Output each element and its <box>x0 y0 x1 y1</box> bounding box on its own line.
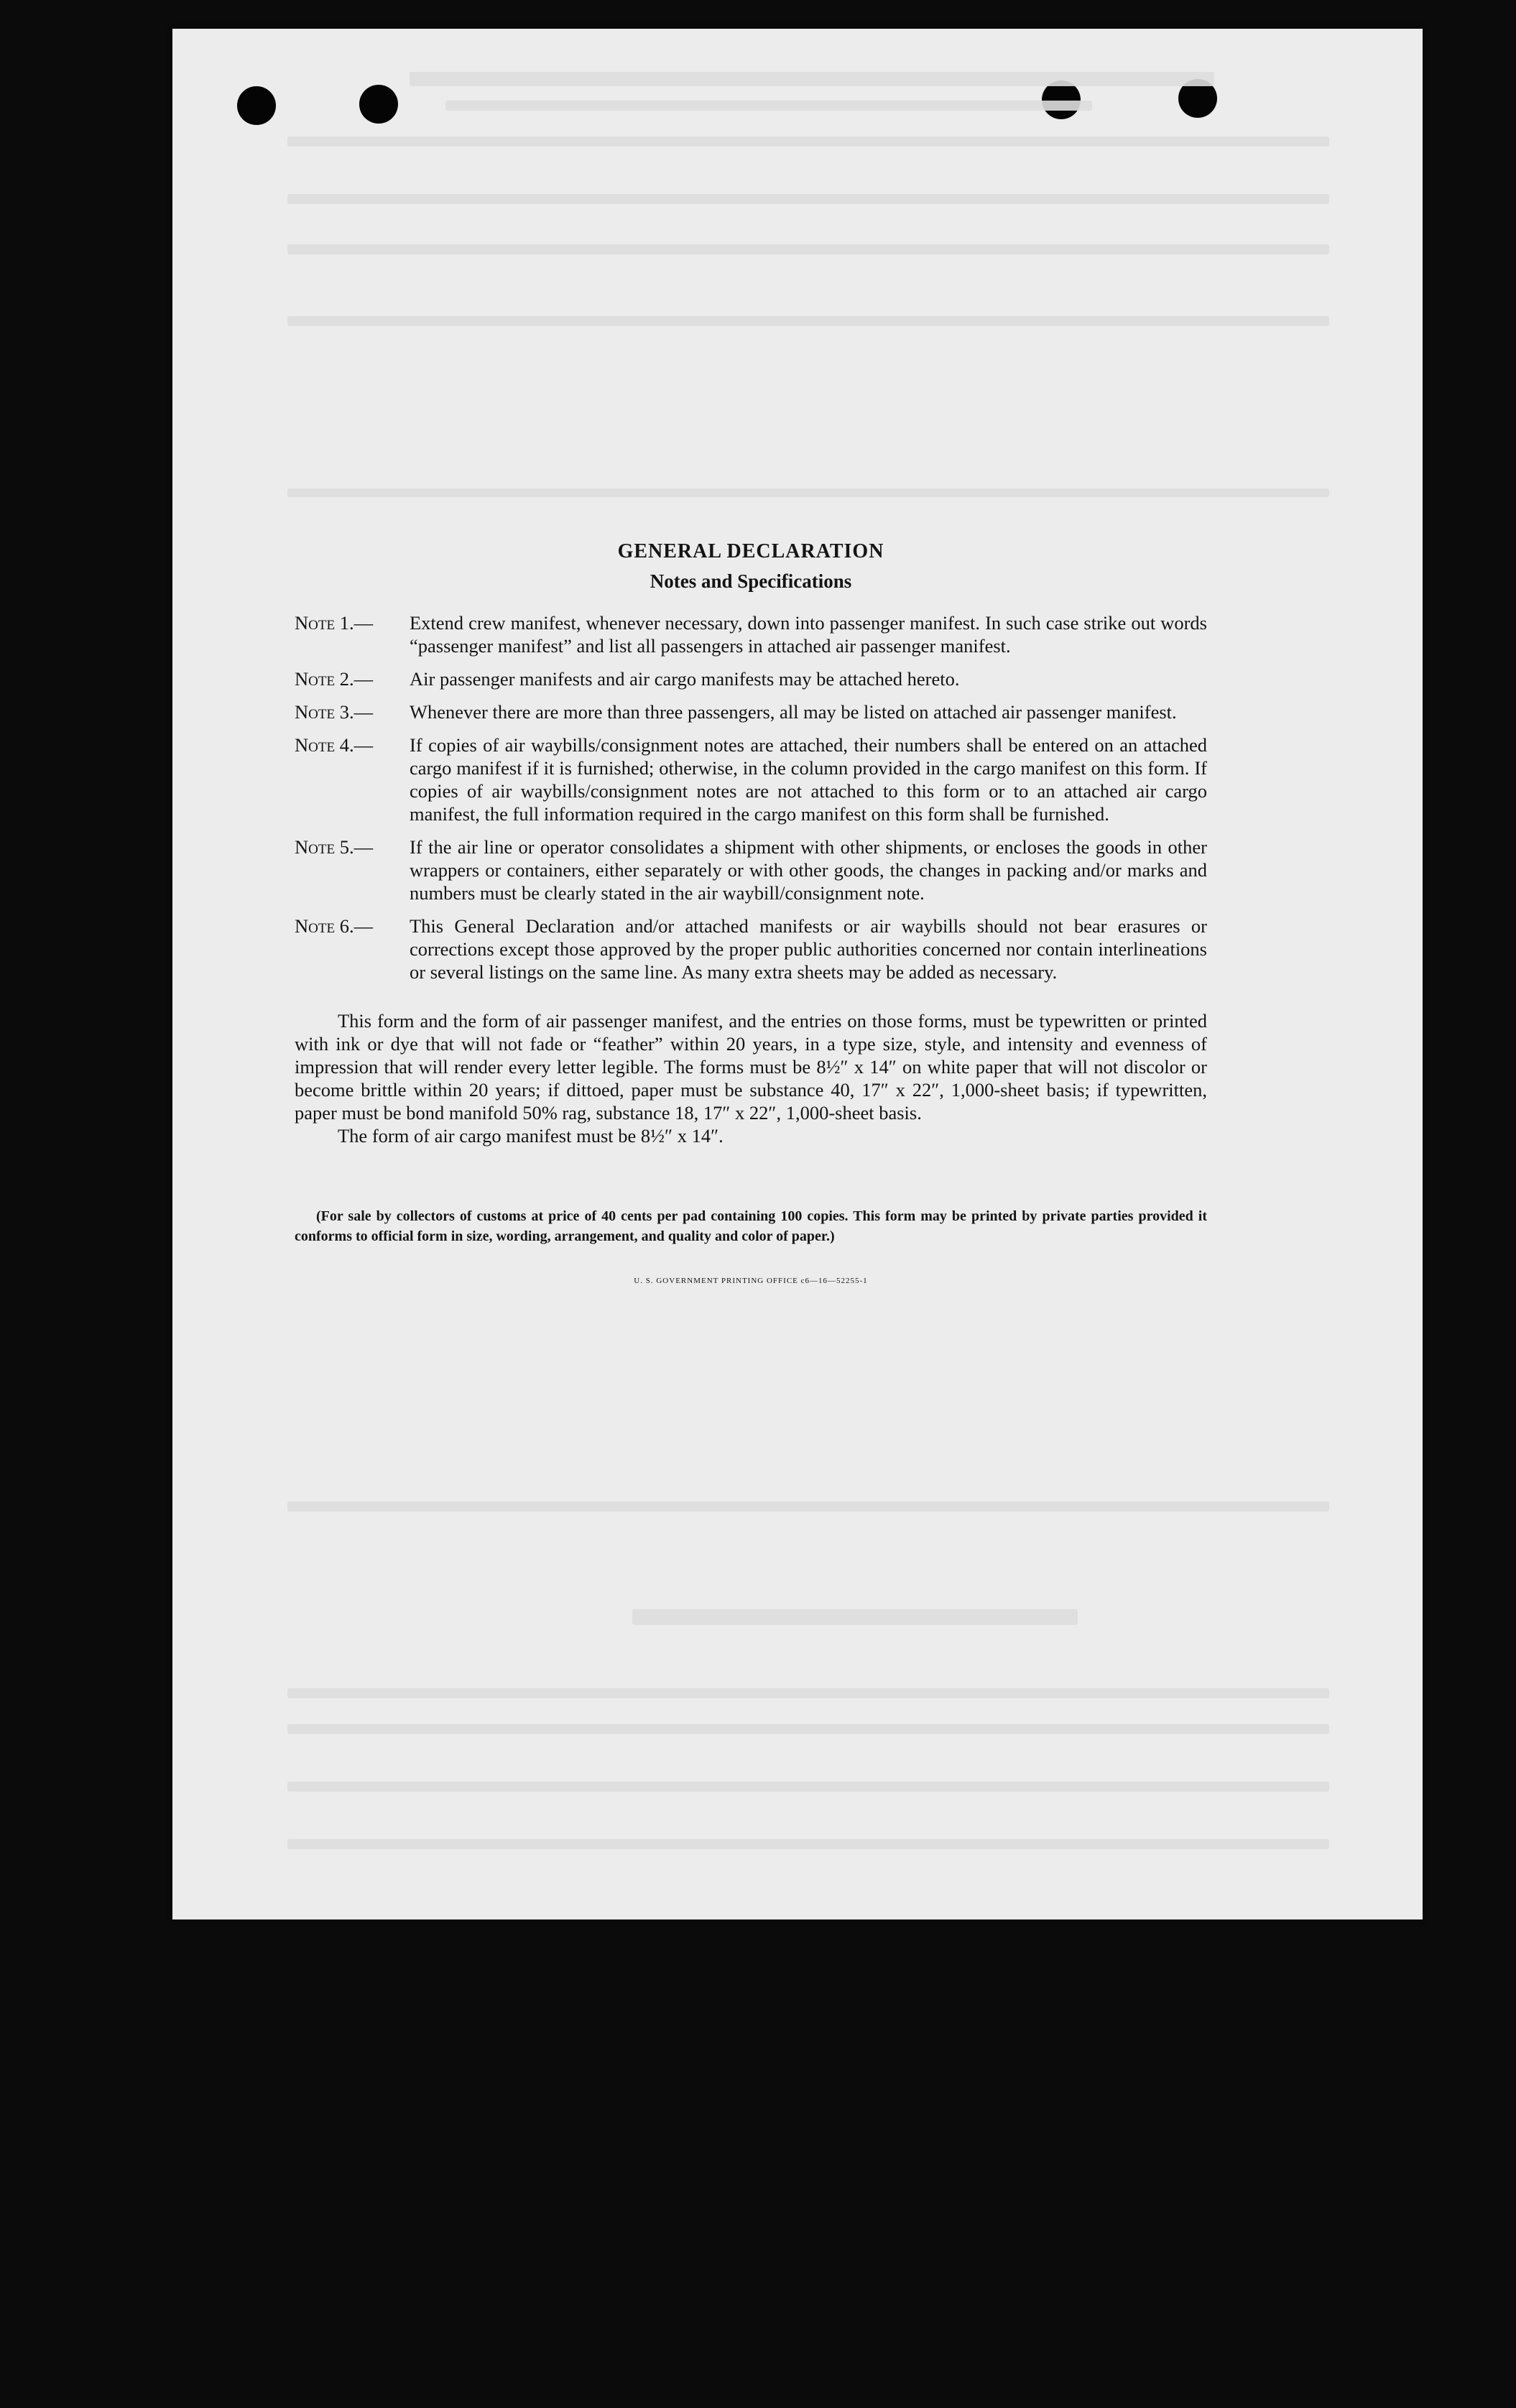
note-label: Note 1.— <box>295 612 374 634</box>
bleed-through <box>410 72 1214 86</box>
cargo-manifest-size: The form of air cargo manifest must be 8½″ x 14″. <box>338 1125 724 1147</box>
bleed-through <box>445 101 1092 111</box>
printer-line: U. S. GOVERNMENT PRINTING OFFICE c6—16—52255-1 <box>634 1277 868 1285</box>
note-text: Air passenger manifests and air cargo manifests may be attached hereto. <box>410 668 960 690</box>
note-text: If the air line or operator consolidates a shipment with other shipments, or encloses the goods in other wrappers or containers, either separately or with other goods, the changes in packing and/or marks and numbers must be clearly stated in the air waybill/consignment note. <box>410 836 1207 904</box>
note-text: If copies of air waybills/consignment notes are attached, their numbers shall be entered on an attached cargo manifest if it is furnished; otherwise, in the column provided in the cargo manifest on this form. If copies of air waybills/consignment notes are not attached to this form or to an attached air cargo manifest, the full information required in the cargo manifest on this form shall be furnished. <box>410 734 1207 825</box>
bleed-through <box>287 136 1329 147</box>
note-label: Note 4.— <box>295 734 374 756</box>
document-body <box>295 540 1207 1285</box>
bleed-through <box>287 1782 1329 1792</box>
sale-note: (For sale by collectors of customs at price of 40 cents per pad containing 100 copies. This form may be printed by private parties provided it conforms to official form in size, wording, arrangement, and quality and color of paper.) <box>295 1208 1207 1244</box>
note-1 <box>295 611 1207 657</box>
bleed-through <box>287 1724 1329 1734</box>
document-title: GENERAL DECLARATION <box>617 540 884 562</box>
note-6 <box>295 914 1207 983</box>
note-text: This General Declaration and/or attached manifests or air waybills should not bear erasures or corrections except those approved by the proper public authorities concerned nor contain interlineations or several listings on the same line. As many extra sheets may be added as necessary. <box>410 915 1207 983</box>
punch-hole <box>359 85 398 124</box>
form-specification-paragraph: This form and the form of air passenger manifest, and the entries on those forms, must be typewritten or printed with ink or dye that will not fade or “feather” within 20 years, in a type size, style, and intensity and evenness of impression that will render every letter legible. The forms must be 8½″ x 14″ on white paper that will not discolor or become brittle within 20 years; if dittoed, paper must be substance 40, 17″ x 22″, 1,000-sheet basis; if typewritten, paper must be bond manifold 50% rag, substance 18, 17″ x 22″, 1,000-sheet basis. <box>295 1010 1207 1124</box>
note-4 <box>295 733 1207 825</box>
note-3 <box>295 700 1207 723</box>
note-text: Extend crew manifest, whenever necessary, down into passenger manifest. In such case strike out words “passenger manifest” and list all passengers in attached air passenger manifest. <box>410 612 1207 657</box>
bleed-through <box>287 1688 1329 1698</box>
bleed-through <box>287 1839 1329 1849</box>
bleed-through <box>287 316 1329 326</box>
note-text: Whenever there are more than three passengers, all may be listed on attached air passenger manifest. <box>410 701 1177 723</box>
bleed-through <box>287 1501 1329 1511</box>
punch-hole <box>237 86 276 125</box>
bleed-through <box>287 488 1329 497</box>
punch-hole <box>1042 80 1081 119</box>
bleed-through <box>287 194 1329 204</box>
bleed-through <box>287 244 1329 254</box>
note-label: Note 5.— <box>295 836 374 858</box>
document-subtitle: Notes and Specifications <box>650 570 852 592</box>
note-2 <box>295 667 1207 690</box>
note-label: Note 6.— <box>295 915 374 937</box>
note-label: Note 2.— <box>295 668 374 690</box>
bleed-through <box>632 1609 1078 1625</box>
note-5 <box>295 835 1207 904</box>
note-label: Note 3.— <box>295 701 374 723</box>
